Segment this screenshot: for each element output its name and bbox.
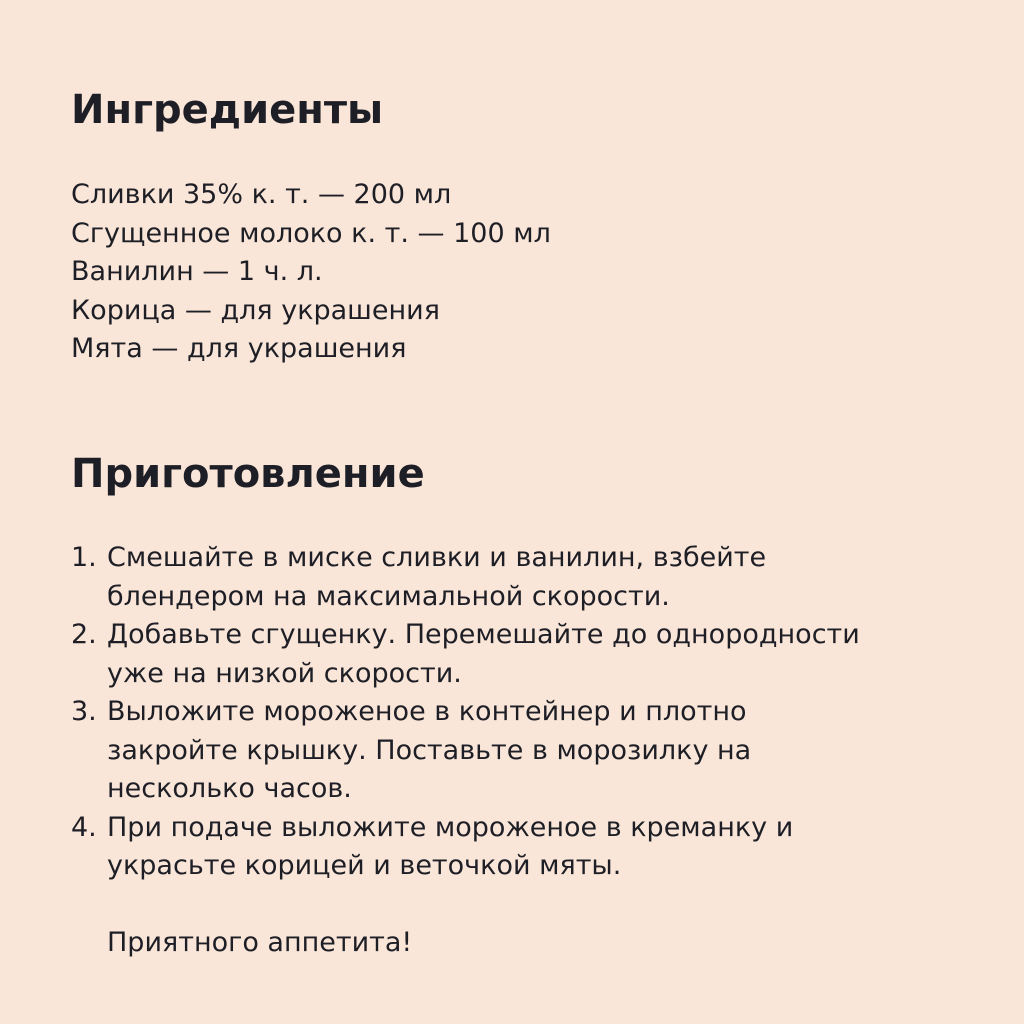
step-text: Выложите мороженое в контейнер и плотно закройте крышку. Поставьте в морозилку на несколько часов. — [107, 696, 752, 804]
step-text: Добавьте сгущенку. Перемешайте до однородности уже на низкой скорости. — [107, 619, 860, 689]
ingredient-item: Мята — для украшения — [71, 333, 407, 364]
ingredients-list — [71, 176, 551, 369]
ingredient-item: Сгущенное молоко к. т. — 100 мл — [71, 217, 551, 249]
closing-note: Приятного аппетита! — [107, 927, 413, 958]
step-number: 2. — [71, 619, 97, 650]
step-item — [71, 539, 951, 616]
ingredients-title: Ингредиенты — [71, 87, 384, 133]
ingredient-item: Ванилин — 1 ч. л. — [71, 256, 323, 287]
step-number: 4. — [71, 811, 97, 843]
step-item — [71, 616, 951, 693]
step-item — [71, 693, 951, 809]
step-item — [71, 809, 951, 886]
preparation-steps — [71, 539, 951, 886]
ingredient-item: Сливки 35% к. т. — 200 мл — [71, 179, 452, 210]
step-number: 3. — [71, 696, 97, 727]
step-text: При подаче выложите мороженое в креманку и украсьте корицей и веточкой мяты. — [107, 811, 794, 881]
step-number: 1. — [71, 542, 97, 573]
step-text: Смешайте в миске сливки и ванилин, взбейте блендером на максимальной скорости. — [107, 542, 767, 612]
preparation-title: Приготовление — [71, 451, 425, 497]
ingredient-item: Корица — для украшения — [71, 294, 440, 326]
